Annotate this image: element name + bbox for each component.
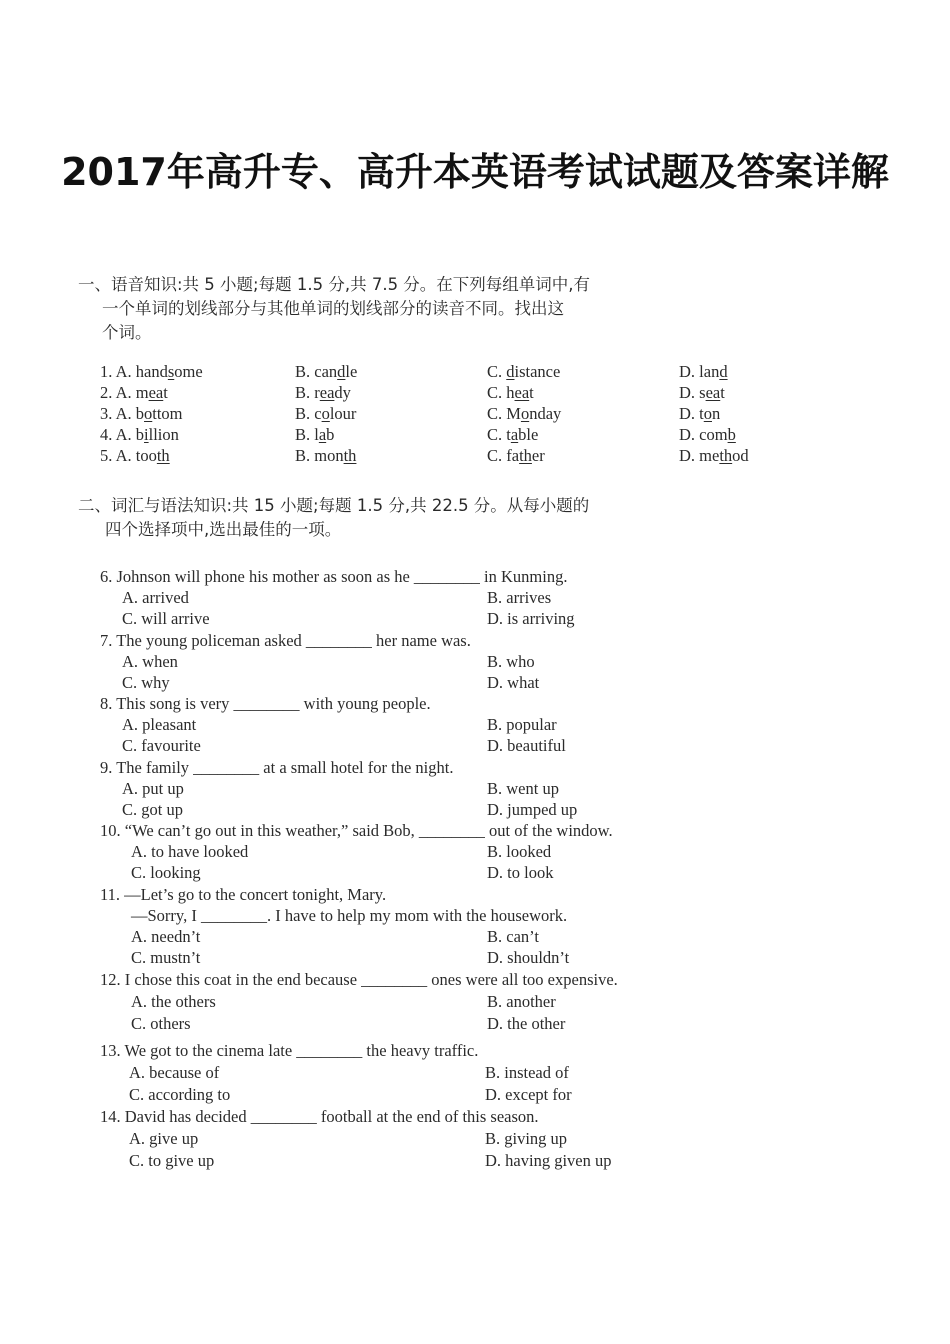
question-stem: 12. I chose this coat in the end because ________ ones were all too expensive. bbox=[100, 970, 618, 989]
option-d: D. the other bbox=[487, 1014, 566, 1033]
option-d: D. jumped up bbox=[487, 800, 578, 819]
option-c: C. father bbox=[487, 446, 545, 465]
question-options bbox=[0, 651, 950, 673]
option-b: B. can’t bbox=[487, 927, 539, 946]
option-d: D. beautiful bbox=[487, 736, 566, 755]
section-two-line: 四个选择项中,选出最佳的一项。 bbox=[105, 520, 342, 539]
option-c: C. distance bbox=[487, 362, 561, 381]
option-a: 4. A. billion bbox=[100, 425, 179, 444]
question-stem: 6. Johnson will phone his mother as soon as he ________ in Kunming. bbox=[100, 567, 568, 586]
question-stem-continued: —Sorry, I ________. I have to help my mom with the housework. bbox=[131, 906, 568, 925]
question-stem: 7. The young policeman asked ________ her name was. bbox=[100, 631, 471, 650]
section-one-line: 一、语音知识:共 5 小题;每题 1.5 分,共 7.5 分。在下列每组单词中,有 bbox=[78, 275, 591, 294]
question-options bbox=[0, 799, 950, 821]
question-options bbox=[0, 778, 950, 800]
option-b: B. instead of bbox=[485, 1063, 569, 1082]
phonetics-row-1 bbox=[0, 361, 950, 383]
option-d: D. shouldn’t bbox=[487, 948, 570, 967]
option-a: A. pleasant bbox=[122, 715, 197, 734]
option-d: D. ton bbox=[679, 404, 721, 423]
option-a: A. needn’t bbox=[131, 927, 201, 946]
option-a: A. when bbox=[122, 652, 178, 671]
phonetics-row-3 bbox=[0, 403, 950, 425]
question-options bbox=[0, 608, 950, 630]
option-b: B. colour bbox=[295, 404, 357, 423]
question-options bbox=[0, 1084, 950, 1106]
option-c: C. favourite bbox=[122, 736, 201, 755]
option-c: C. will arrive bbox=[122, 609, 210, 628]
option-b: B. lab bbox=[295, 425, 335, 444]
option-a: A. the others bbox=[131, 992, 216, 1011]
question-options bbox=[0, 1062, 950, 1084]
section-one-instructions bbox=[78, 273, 590, 345]
section-two-line: 二、词汇与语法知识:共 15 小题;每题 1.5 分,共 22.5 分。从每小题的 bbox=[78, 496, 590, 515]
option-b: B. popular bbox=[487, 715, 557, 734]
question-options bbox=[0, 991, 950, 1013]
question-options bbox=[0, 841, 950, 863]
question-options bbox=[0, 862, 950, 884]
section-one-line: 一个单词的划线部分与其他单词的划线部分的读音不同。找出这 bbox=[102, 299, 564, 318]
question-options bbox=[0, 1128, 950, 1150]
section-two-instructions bbox=[78, 494, 589, 542]
question-options bbox=[0, 714, 950, 736]
option-c: C. others bbox=[131, 1014, 191, 1033]
question-options bbox=[0, 735, 950, 757]
option-a: 1. A. handsome bbox=[100, 362, 203, 381]
option-d: D. to look bbox=[487, 863, 554, 882]
question-options bbox=[0, 1013, 950, 1035]
phonetics-row-4 bbox=[0, 424, 950, 446]
option-b: B. looked bbox=[487, 842, 552, 861]
option-d: D. land bbox=[679, 362, 728, 381]
question-stem: 8. This song is very ________ with young people. bbox=[100, 694, 431, 713]
section-one-line: 个词。 bbox=[102, 323, 152, 342]
option-b: B. arrives bbox=[487, 588, 552, 607]
option-c: C. mustn’t bbox=[131, 948, 201, 967]
option-c: C. Monday bbox=[487, 404, 562, 423]
option-d: D. comb bbox=[679, 425, 736, 444]
option-c: C. looking bbox=[131, 863, 201, 882]
page-title: 2017年高升专、高升本英语考试试题及答案详解 bbox=[61, 150, 889, 194]
option-c: C. to give up bbox=[129, 1151, 215, 1170]
option-b: B. month bbox=[295, 446, 357, 465]
option-c: C. got up bbox=[122, 800, 183, 819]
question-options bbox=[0, 587, 950, 609]
option-b: B. ready bbox=[295, 383, 351, 402]
option-b: B. who bbox=[487, 652, 535, 671]
question-options bbox=[0, 1150, 950, 1172]
question-stem: 9. The family ________ at a small hotel for the night. bbox=[100, 758, 454, 777]
option-a: 2. A. meat bbox=[100, 383, 168, 402]
option-c: C. heat bbox=[487, 383, 534, 402]
option-a: A. because of bbox=[129, 1063, 220, 1082]
option-a: 3. A. bottom bbox=[100, 404, 183, 423]
option-a: A. give up bbox=[129, 1129, 199, 1148]
option-c: C. why bbox=[122, 673, 170, 692]
question-stem: 13. We got to the cinema late ________ the heavy traffic. bbox=[100, 1041, 479, 1060]
option-b: B. candle bbox=[295, 362, 358, 381]
option-d: D. is arriving bbox=[487, 609, 575, 628]
option-d: D. method bbox=[679, 446, 749, 465]
option-b: B. went up bbox=[487, 779, 559, 798]
option-b: B. giving up bbox=[485, 1129, 568, 1148]
option-a: A. put up bbox=[122, 779, 184, 798]
question-stem: 11. —Let’s go to the concert tonight, Mary. bbox=[100, 885, 387, 904]
question-options bbox=[0, 947, 950, 969]
question-options bbox=[0, 926, 950, 948]
question-stem: 10. “We can’t go out in this weather,” said Bob, ________ out of the window. bbox=[100, 821, 613, 840]
phonetics-row-2 bbox=[0, 382, 950, 404]
option-d: D. what bbox=[487, 673, 540, 692]
option-d: D. having given up bbox=[485, 1151, 612, 1170]
option-a: A. to have looked bbox=[131, 842, 249, 861]
option-d: D. except for bbox=[485, 1085, 572, 1104]
option-c: C. according to bbox=[129, 1085, 231, 1104]
question-options bbox=[0, 672, 950, 694]
option-b: B. another bbox=[487, 992, 556, 1011]
phonetics-row-5 bbox=[0, 445, 950, 467]
option-d: D. seat bbox=[679, 383, 725, 402]
option-a: A. arrived bbox=[122, 588, 189, 607]
option-c: C. table bbox=[487, 425, 539, 444]
question-stem: 14. David has decided ________ football at the end of this season. bbox=[100, 1107, 539, 1126]
option-a: 5. A. tooth bbox=[100, 446, 170, 465]
